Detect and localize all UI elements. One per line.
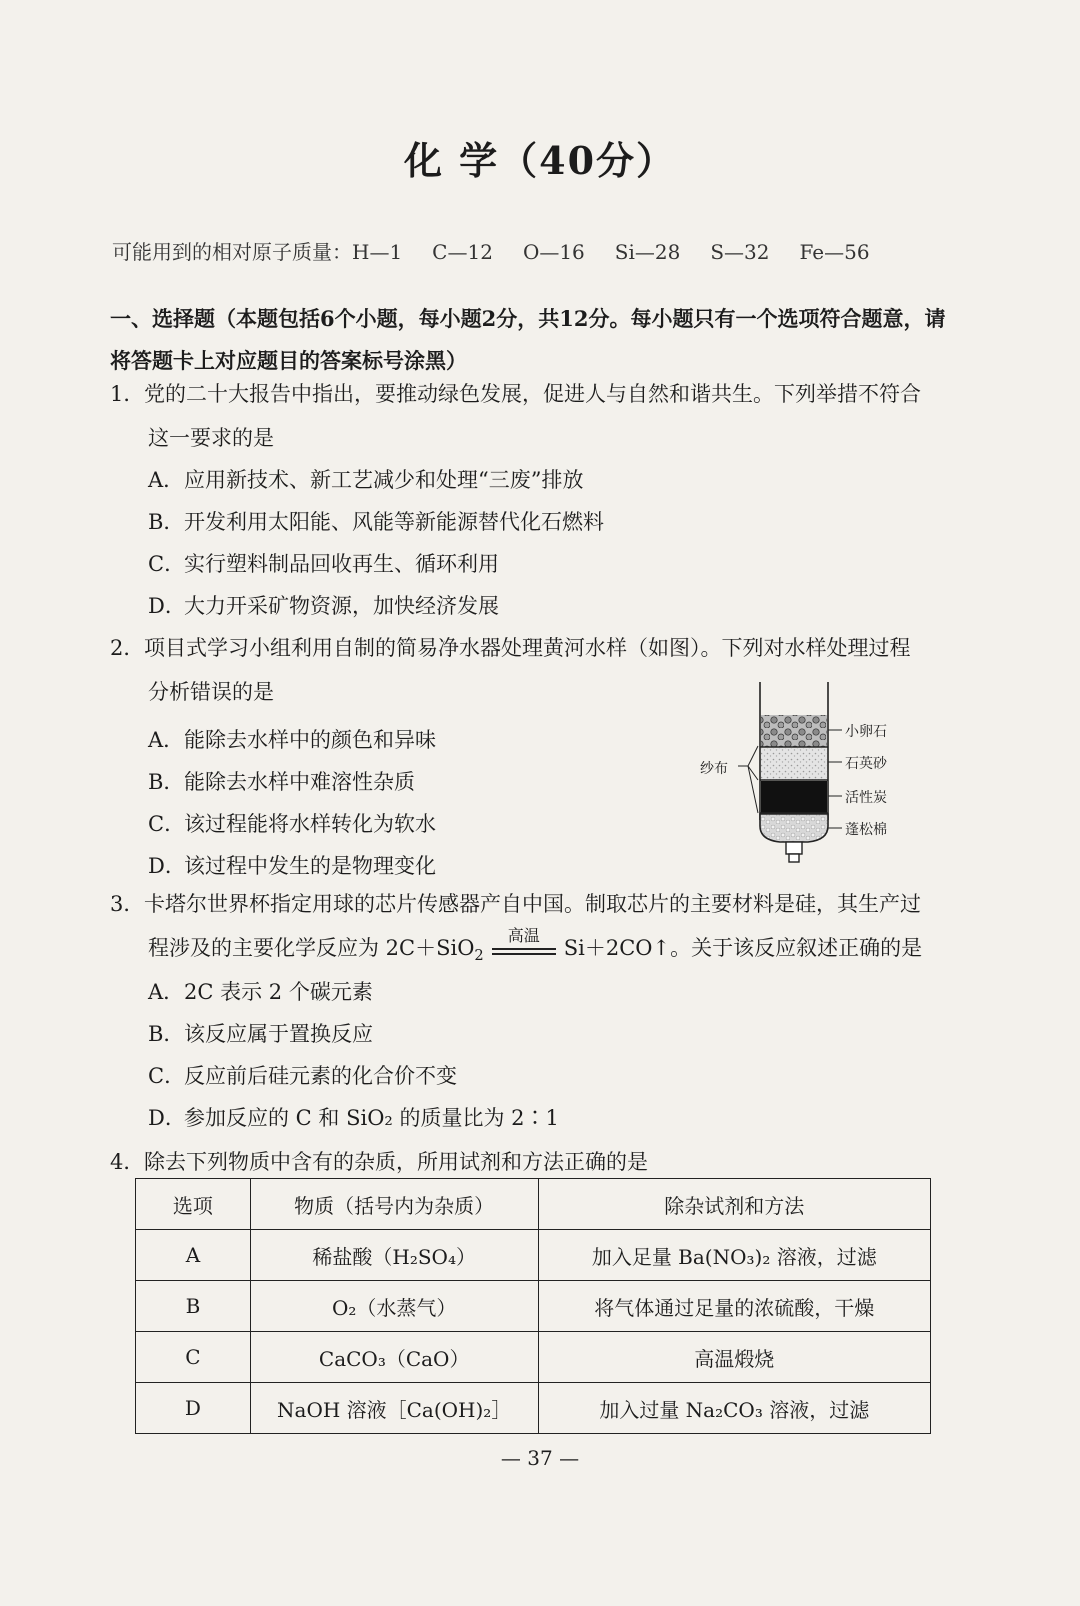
option-label: A． <box>148 980 185 1004</box>
water-filter-diagram <box>700 680 910 870</box>
table-header-row <box>136 1179 931 1230</box>
table-row <box>136 1281 931 1332</box>
question-3-option-a <box>148 978 373 1006</box>
subscript: 2 <box>474 947 484 965</box>
question-2-option-d <box>148 852 436 880</box>
question-text: 党的二十大报告中指出，要推动绿色发展，促进人与自然和谐共生。下列举措不符合 <box>144 382 921 406</box>
option-label: C． <box>148 812 186 836</box>
layer-label-sand: 石英砂 <box>845 756 887 772</box>
water-filter-figure <box>700 680 910 870</box>
question-number: 1． <box>110 382 145 406</box>
table-cell: 加入过量 Na₂CO₃ 溶液，过滤 <box>538 1383 930 1434</box>
option-label: D． <box>148 1106 186 1130</box>
option-text: 该反应属于置换反应 <box>184 1022 373 1046</box>
option-text: 反应前后硅元素的化合价不变 <box>184 1064 457 1088</box>
table-cell: A <box>136 1230 251 1281</box>
question-text: 卡塔尔世界杯指定用球的芯片传感器产自中国。制取芯片的主要材料是硅，其生产过 <box>144 892 921 916</box>
table-cell: CaCO₃（CaO） <box>250 1332 538 1383</box>
atomic-mass-item: Fe—56 <box>799 240 870 264</box>
option-text: 该过程能将水样转化为软水 <box>184 812 436 836</box>
question-1-stem <box>110 380 960 408</box>
table-row <box>136 1332 931 1383</box>
option-label: C． <box>148 1064 186 1088</box>
table-cell: 高温煅烧 <box>538 1332 930 1383</box>
option-text: 能除去水样中难溶性杂质 <box>184 770 415 794</box>
page-number: — 37 — <box>500 1446 580 1470</box>
question-1-option-b <box>148 508 604 536</box>
question-2-stem <box>110 634 960 662</box>
option-label: B． <box>148 770 185 794</box>
question-number: 2． <box>110 636 145 660</box>
equation-reactants: 程涉及的主要化学反应为 2C＋SiO <box>148 936 475 960</box>
table-row <box>136 1383 931 1434</box>
layer-label-carbon: 活性炭 <box>845 790 887 806</box>
table-header: 除杂试剂和方法 <box>538 1179 930 1230</box>
option-text: 大力开采矿物资源，加快经济发展 <box>184 594 499 618</box>
pebble-layer <box>761 715 827 747</box>
question-1-option-c <box>148 550 499 578</box>
table-cell: C <box>136 1332 251 1383</box>
question-1-stem-cont: 这一要求的是 <box>148 426 274 450</box>
option-label: A． <box>148 468 185 492</box>
option-label: D． <box>148 854 186 878</box>
table-cell: 稀盐酸（H₂SO₄） <box>250 1230 538 1281</box>
question-text: 除去下列物质中含有的杂质，所用试剂和方法正确的是 <box>144 1150 648 1174</box>
option-text: 应用新技术、新工艺减少和处理“三废”排放 <box>184 468 584 492</box>
reaction-arrow <box>492 926 556 955</box>
option-text: 实行塑料制品回收再生、循环利用 <box>184 552 499 576</box>
option-label: A． <box>148 728 185 752</box>
table-cell: D <box>136 1383 251 1434</box>
question-number: 3． <box>110 892 145 916</box>
table-cell: O₂（水蒸气） <box>250 1281 538 1332</box>
question-number: 4． <box>110 1150 145 1174</box>
question-3-equation-line <box>148 926 923 970</box>
atomic-mass-item: Si—28 <box>614 240 681 264</box>
page-title: 化 学（40分） <box>403 138 677 183</box>
carbon-layer <box>761 781 827 813</box>
table-cell: NaOH 溶液［Ca(OH)₂］ <box>250 1383 538 1434</box>
atomic-masses-label: 可能用到的相对原子质量： <box>112 240 352 264</box>
atomic-mass-item: S—32 <box>710 240 770 264</box>
atomic-mass-item: C—12 <box>432 240 493 264</box>
question-2-option-b <box>148 768 415 796</box>
table-header: 选项 <box>136 1179 251 1230</box>
option-text: 参加反应的 C 和 SiO₂ 的质量比为 2∶1 <box>184 1106 559 1130</box>
atomic-mass-item: O—16 <box>522 240 585 264</box>
question-2-option-a <box>148 726 436 754</box>
atomic-mass-item: H—1 <box>352 240 403 264</box>
question-3-option-c <box>148 1062 457 1090</box>
question-1-option-a <box>148 466 583 494</box>
option-label: D． <box>148 594 186 618</box>
section-heading: 一、选择题（本题包括6个小题，每小题2分，共12分。每小题只有一个选项符合题意，请将答题卡上对应题目的答案标号涂黑） <box>110 306 946 373</box>
gauze-label: 纱布 <box>700 761 728 777</box>
question-3-option-b <box>148 1020 373 1048</box>
question-3-option-d <box>148 1104 559 1132</box>
table-header: 物质（括号内为杂质） <box>250 1179 538 1230</box>
question-2-stem-cont: 分析错误的是 <box>148 680 274 704</box>
option-label: C． <box>148 552 186 576</box>
table-cell: B <box>136 1281 251 1332</box>
option-label: B． <box>148 1022 185 1046</box>
equation-products: Si＋2CO↑。关于该反应叙述正确的是 <box>563 936 923 960</box>
table-row <box>136 1230 931 1281</box>
question-1-option-d <box>148 592 499 620</box>
table-cell: 加入足量 Ba(NO₃)₂ 溶液，过滤 <box>538 1230 930 1281</box>
option-text: 该过程中发生的是物理变化 <box>184 854 436 878</box>
option-text: 能除去水样中的颜色和异味 <box>184 728 436 752</box>
question-4-stem <box>110 1148 960 1176</box>
question-3-stem <box>110 890 960 918</box>
option-text: 开发利用太阳能、风能等新能源替代化石燃料 <box>184 510 604 534</box>
question-2-option-c <box>148 810 436 838</box>
table-cell: 将气体通过足量的浓硫酸，干燥 <box>538 1281 930 1332</box>
impurity-table <box>135 1178 931 1434</box>
cotton-layer <box>760 814 828 842</box>
sand-layer <box>761 748 827 780</box>
reaction-condition: 高温 <box>507 926 540 945</box>
question-text: 项目式学习小组利用自制的简易净水器处理黄河水样（如图）。下列对水样处理过程 <box>144 636 911 660</box>
layer-label-pebbles: 小卵石 <box>845 724 887 740</box>
option-text: 2C 表示 2 个碳元素 <box>184 980 373 1004</box>
atomic-masses <box>112 236 900 265</box>
option-label: B． <box>148 510 185 534</box>
layer-label-cotton: 蓬松棉 <box>845 822 887 838</box>
